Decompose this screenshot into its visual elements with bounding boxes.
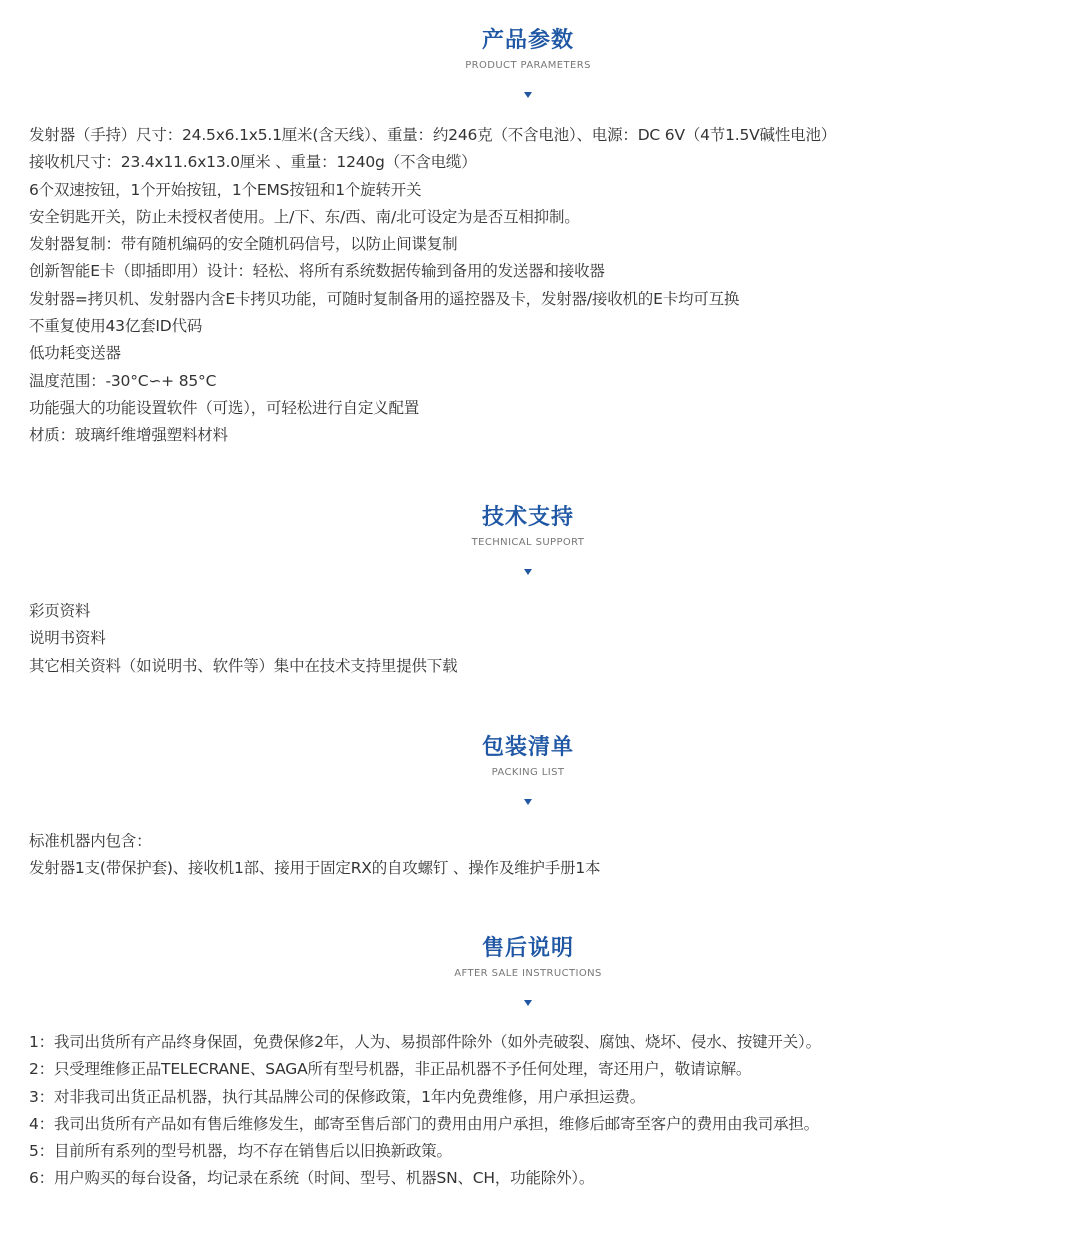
section-product-parameters: [0, 26, 1080, 102]
section-packing-list: [0, 733, 1080, 809]
section-header: [0, 26, 1080, 102]
list-item: 创新智能E卡（即插即用）设计：轻松、将所有系统数据传输到备用的发送器和接收器: [29, 262, 605, 281]
caret-down-icon: [524, 1000, 532, 1006]
section-subtitle: PRODUCT PARAMETERS: [465, 60, 591, 71]
product-parameters-list: [29, 122, 1029, 450]
list-item: 接收机尺寸：23.4x11.6x13.0厘米 、重量：1240g（不含电缆）: [29, 153, 477, 172]
list-item: 4：我司出货所有产品如有售后维修发生，邮寄至售后部门的费用由用户承担，维修后邮寄至客户的费用由我司承担。: [29, 1114, 819, 1133]
packing-list: [29, 828, 1029, 883]
list-item: 标准机器内包含：: [29, 832, 152, 850]
list-item: 5：目前所有系列的型号机器，均不存在销售后以旧换新政策。: [29, 1142, 452, 1161]
section-title: 技术支持: [481, 505, 574, 530]
caret-down-icon: [524, 799, 532, 805]
list-item: 说明书资料: [29, 629, 106, 648]
list-item: 发射器（手持）尺寸：24.5x6.1x5.1厘米(含天线）、重量：约246克（不含电池）、电源：DC 6V（4节1.5V碱性电池）: [29, 126, 837, 144]
section-title: 售后说明: [481, 936, 574, 961]
section-technical-support: [0, 503, 1080, 579]
section-subtitle: TECHNICAL SUPPORT: [471, 537, 585, 548]
list-item: 功能强大的功能设置软件（可选），可轻松进行自定义配置: [29, 398, 420, 417]
caret-down-icon: [524, 92, 532, 98]
list-item: 安全钥匙开关，防止未授权者使用。上/下、东/西、南/北可设定为是否互相抑制。: [29, 207, 580, 226]
list-item: 6：用户购买的每台设备，均记录在系统（时间、型号、机器SN、CH，功能除外）。: [29, 1169, 595, 1188]
after-sale-list: [29, 1029, 1029, 1193]
list-item: 发射器复制：带有随机编码的安全随机码信号，以防止间谍复制: [29, 235, 458, 254]
list-item: 不重复使用43亿套ID代码: [29, 317, 203, 336]
section-header: [0, 934, 1080, 1010]
list-item: 2：只受理维修正品TELECRANE、SAGA所有型号机器，非正品机器不予任何处理，寄还用户，敬请谅解。: [29, 1060, 752, 1079]
list-item: 1：我司出货所有产品终身保固，免费保修2年，人为、易损部件除外（如外壳破裂、腐蚀、烧坏、侵水、按键开关）。: [29, 1033, 821, 1051]
list-item: 6个双速按钮，1个开始按钮，1个EMS按钮和1个旋转开关: [29, 180, 422, 199]
list-item: 3：对非我司出货正品机器，执行其品牌公司的保修政策，1年内免费维修，用户承担运费。: [29, 1087, 646, 1106]
section-subtitle: PACKING LIST: [491, 767, 565, 778]
section-subtitle: AFTER SALE INSTRUCTIONS: [454, 968, 602, 979]
section-header: [0, 733, 1080, 809]
technical-support-list: [29, 598, 1029, 680]
section-header: [0, 503, 1080, 579]
list-item: 彩页资料: [29, 602, 91, 620]
section-title: 产品参数: [481, 28, 574, 53]
section-after-sale-instructions: [0, 934, 1080, 1010]
list-item: 低功耗变送器: [29, 344, 121, 363]
list-item: 发射器1支(带保护套)、接收机1部、接用于固定RX的自攻螺钉 、操作及维护手册1本: [29, 859, 601, 878]
section-title: 包装清单: [481, 735, 574, 760]
list-item: 发射器=拷贝机、发射器内含E卡拷贝功能，可随时复制备用的遥控器及卡，发射器/接收机的E卡均可互换: [29, 289, 740, 308]
caret-down-icon: [524, 569, 532, 575]
list-item: 材质：玻璃纤维增强塑料材料: [29, 426, 228, 445]
list-item: 其它相关资料（如说明书、软件等）集中在技术支持里提供下载: [29, 656, 458, 675]
list-item: 温度范围：-30°C∽+ 85°C: [29, 371, 217, 390]
